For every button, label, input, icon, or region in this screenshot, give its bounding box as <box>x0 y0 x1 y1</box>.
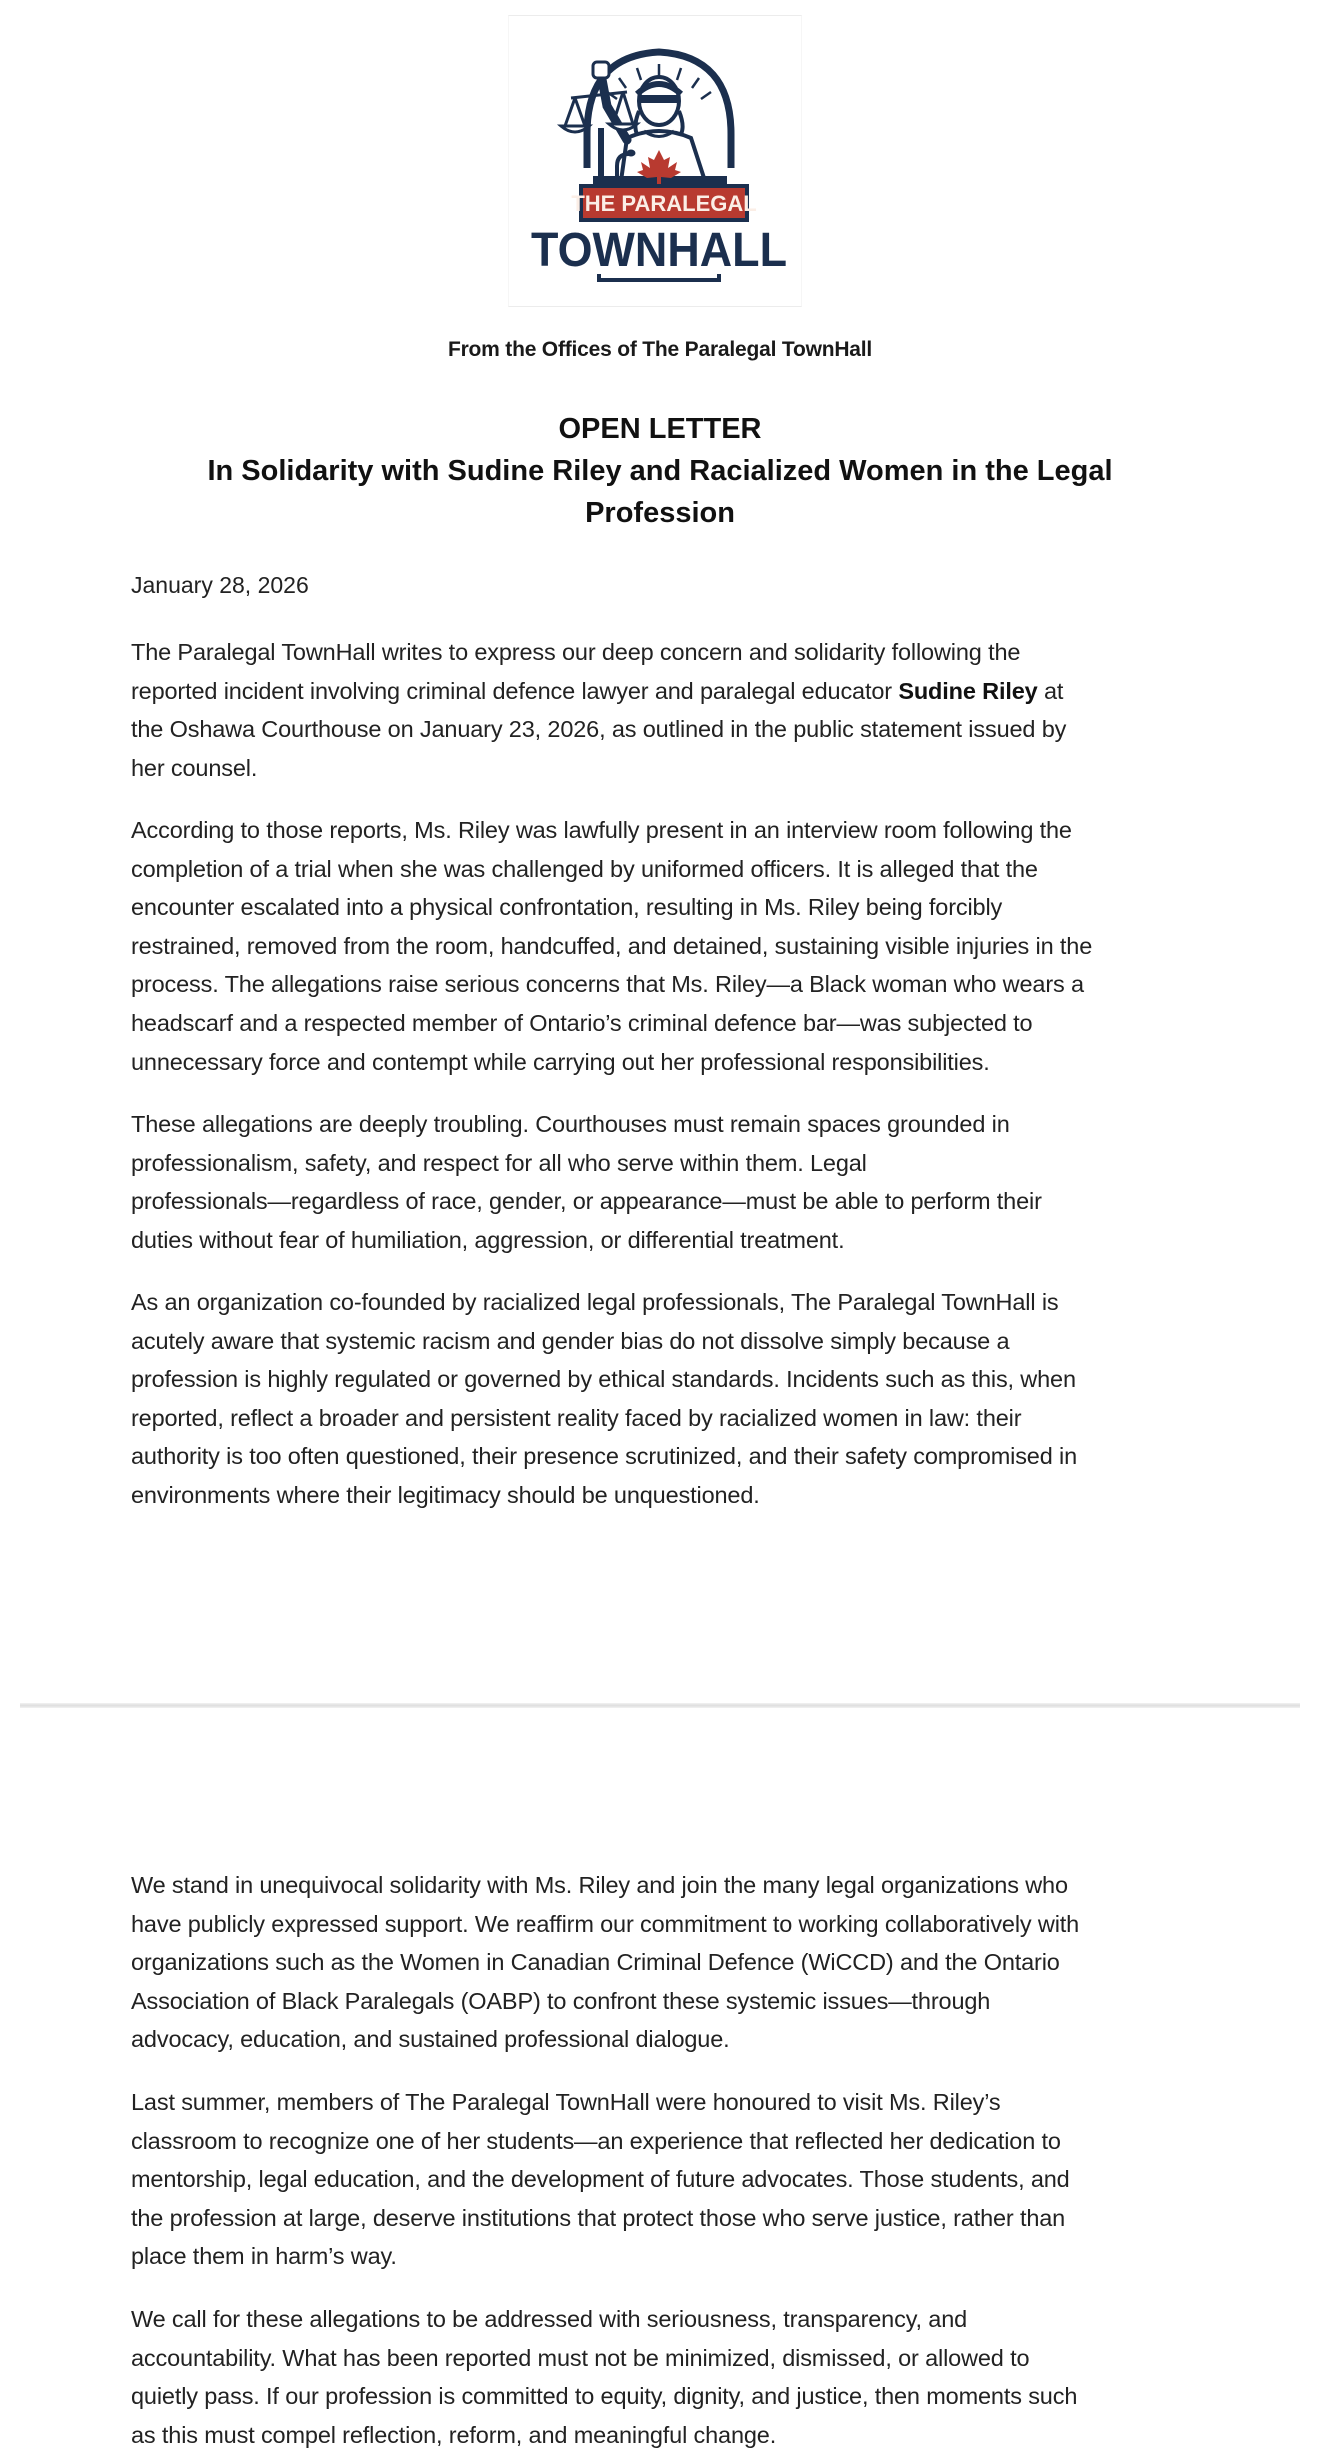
paragraph-line: We stand in unequivocal solidarity with Ms. Riley and join the many legal organizations who <box>131 1872 1068 1898</box>
scales-icon <box>561 92 637 132</box>
paragraph-allegations <box>131 811 1231 1081</box>
paragraph-last-summer <box>131 2083 1231 2276</box>
paragraph-line: as this must compel reflection, reform, and meaningful change. <box>131 2421 777 2448</box>
lady-justice-icon <box>593 62 705 181</box>
title-kicker: OPEN LETTER <box>558 413 762 445</box>
paragraph-line: quietly pass. If our profession is committed to equity, dignity, and justice, then moments such <box>131 2383 1078 2410</box>
paragraph-line: According to those reports, Ms. Riley was lawfully present in an interview room following the <box>131 817 1072 843</box>
paragraph-line: Association of Black Paralegals (OABP) to confront these systemic issues—through <box>131 1987 991 2014</box>
paragraph-line: completion of a trial when she was challenged by uniformed officers. It is alleged that the <box>131 855 1038 882</box>
logo-wordmark: TOWNHALL <box>531 224 787 277</box>
paragraph-line: authority is too often questioned, their presence scrutinized, and their safety compromised in <box>131 1443 1078 1470</box>
paragraph-intro <box>131 633 1231 787</box>
paragraph-line: acutely aware that systemic racism and gender bias do not dissolve simply because a <box>131 1327 1010 1354</box>
paragraph-solidarity <box>131 1866 1231 2059</box>
title-line-2: Profession <box>585 497 735 529</box>
paragraph-line: professionals—regardless of race, gender, or appearance—must be able to perform their <box>131 1188 1042 1215</box>
paragraph-line: have publicly expressed support. We reaffirm our commitment to working collaboratively with <box>131 1910 1080 1937</box>
page-break-divider <box>20 1703 1300 1708</box>
paragraph-line: As an organization co-founded by racialized legal professionals, The Paralegal TownHall is <box>131 1289 1059 1315</box>
paragraph-line: process. The allegations raise serious concerns that Ms. Riley—a Black woman who wears a <box>131 971 1084 998</box>
paragraph-line: Last summer, members of The Paralegal TownHall were honoured to visit Ms. Riley’s <box>131 2089 1001 2115</box>
title-line-1: In Solidarity with Sudine Riley and Racialized Women in the Legal <box>207 455 1113 487</box>
paragraph-line: classroom to recognize one of her students—an experience that reflected her dedication to <box>131 2127 1061 2154</box>
paragraph-line: organizations such as the Women in Canadian Criminal Defence (WiCCD) and the Ontario <box>131 1949 1060 1976</box>
paragraph-line: accountability. What has been reported must not be minimized, dismissed, or allowed to <box>131 2344 1030 2371</box>
from-offices-line: From the Offices of The Paralegal TownHall <box>447 338 873 361</box>
paragraph-line: The Paralegal TownHall writes to express our deep concern and solidarity following the <box>131 639 1021 665</box>
highlighted-name: Sudine Riley <box>898 677 1038 704</box>
letter-date: January 28, 2026 <box>131 572 309 598</box>
paragraph-line: place them in harm’s way. <box>131 2243 397 2270</box>
paragraph-troubling <box>131 1105 1231 1259</box>
paragraph-line: encounter escalated into a physical confrontation, resulting in Ms. Riley being forcibly <box>131 894 1003 921</box>
line-text: reported incident involving criminal defence lawyer and paralegal educator <box>131 677 899 704</box>
logo-banner-text: THE PARALEGAL <box>571 191 757 216</box>
paragraph-line: profession is highly regulated or governed by ethical standards. Incidents such as this, when <box>131 1366 1076 1393</box>
paragraph-organization <box>131 1283 1231 1515</box>
paragraph-line: headscarf and a respected member of Ontario’s criminal defence bar—was subjected to <box>131 1009 1033 1036</box>
paragraph-line <box>131 672 1231 711</box>
paragraph-line: professionalism, safety, and respect for all who serve within them. Legal <box>131 1149 867 1176</box>
paragraph-line: duties without fear of humiliation, aggression, or differential treatment. <box>131 1226 845 1253</box>
paragraph-call-to-action <box>131 2300 1231 2454</box>
paragraph-line: These allegations are deeply troubling. Courthouses must remain spaces grounded in <box>131 1111 1010 1137</box>
paragraph-line: restrained, removed from the room, handcuffed, and detained, sustaining visible injuries in the <box>131 932 1093 959</box>
paragraph-line: the profession at large, deserve institutions that protect those who serve justice, rather than <box>131 2204 1066 2231</box>
paragraph-line: unnecessary force and contempt while carrying out her professional responsibilities. <box>131 1048 990 1075</box>
organization-logo <box>508 15 802 307</box>
letter-title <box>100 408 1220 534</box>
paragraph-line: the Oshawa Courthouse on January 23, 2026, as outlined in the public statement issued by <box>131 716 1067 743</box>
paragraph-line: reported, reflect a broader and persistent reality faced by racialized women in law: their <box>131 1404 1022 1431</box>
paragraph-line: We call for these allegations to be addressed with seriousness, transparency, and <box>131 2306 968 2332</box>
paragraph-line: advocacy, education, and sustained professional dialogue. <box>131 2026 730 2053</box>
paragraph-line: her counsel. <box>131 754 258 781</box>
paragraph-line: environments where their legitimacy should be unquestioned. <box>131 1481 760 1508</box>
line-text: at <box>1037 677 1064 704</box>
paragraph-line: mentorship, legal education, and the development of future advocates. Those students, and <box>131 2166 1070 2193</box>
logo-graphic <box>509 16 801 306</box>
